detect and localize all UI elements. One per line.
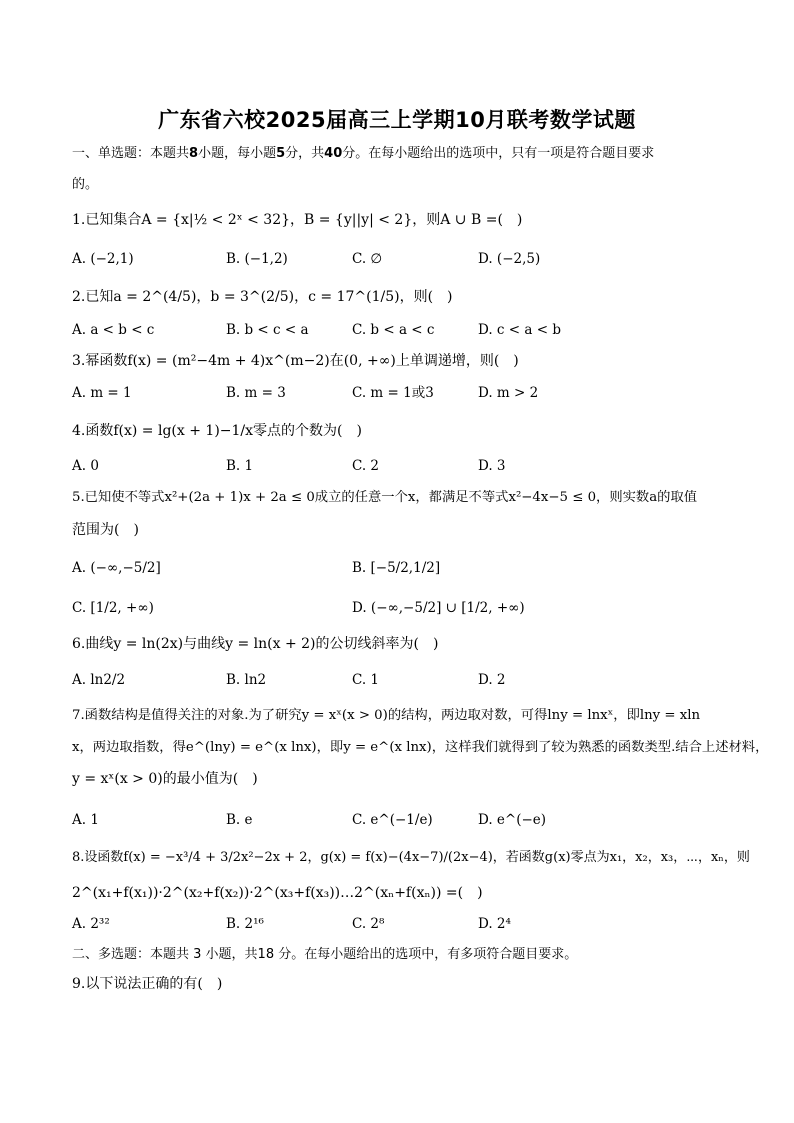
q4-option-c[interactable]: C. 2 <box>352 458 380 474</box>
section1-heading <box>72 145 654 163</box>
q2-option-d[interactable]: D. c < a < b <box>478 322 561 338</box>
q3-option-b[interactable]: B. m = 3 <box>226 385 286 401</box>
question-1-stem: 1.已知集合A = {x|½ < 2ˣ < 32}，B = {y||y| < 2}，则A ∪ B =( ) <box>72 212 523 228</box>
q5-option-b[interactable]: B. [−5/2,1/2] <box>352 560 441 576</box>
q5-option-d[interactable]: D. (−∞,−5/2] ∪ [1/2, +∞) <box>352 600 525 616</box>
section1-count: 8 <box>189 146 199 161</box>
q8-option-c[interactable]: C. 2⁸ <box>352 916 385 932</box>
section1-text: 本题共 <box>150 146 190 161</box>
q7-option-c[interactable]: C. e^(−1/e) <box>352 812 433 828</box>
q6-option-a[interactable]: A. ln2/2 <box>72 672 126 688</box>
q1-option-d[interactable]: D. (−2,5) <box>478 251 541 267</box>
q4-option-d[interactable]: D. 3 <box>478 458 506 474</box>
question-5-stem: 5.已知使不等式x²+(2a + 1)x + 2a ≤ 0成立的任意一个x，都满足不等式x²−4x−5 ≤ 0，则实数a的取值 <box>72 490 698 505</box>
q8-option-d[interactable]: D. 2⁴ <box>478 916 511 932</box>
question-3-stem: 3.幂函数f(x) = (m²−4m + 4)x^(m−2)在(0, +∞)上单调递增，则( ) <box>72 353 519 369</box>
section2-text: 本题共 3 小题，共18 分。在每小题给出的选项中，有多项符合题目要求。 <box>150 947 578 962</box>
q7-option-a[interactable]: A. 1 <box>72 812 99 828</box>
q3-option-c[interactable]: C. m = 1或3 <box>352 385 434 401</box>
section1-label: 一、单选题： <box>72 146 151 161</box>
section1-heading-cont: 的。 <box>72 177 99 192</box>
q5-option-a[interactable]: A. (−∞,−5/2] <box>72 560 161 576</box>
question-2-stem: 2.已知a = 2^(4/5)，b = 3^(2/5)，c = 17^(1/5)，则( ) <box>72 289 453 305</box>
section1-text: 小题，每小题 <box>198 146 277 161</box>
question-7-stem: 7.函数结构是值得关注的对象.为了研究y = xˣ(x > 0)的结构，两边取对数，可得lny = lnxˣ，即lny = xln <box>72 708 701 723</box>
q3-option-d[interactable]: D. m > 2 <box>478 385 539 401</box>
question-9-stem: 9.以下说法正确的有( ) <box>72 976 223 992</box>
q7-option-d[interactable]: D. e^(−e) <box>478 812 547 828</box>
question-5-stem-cont: 范围为( ) <box>72 522 139 538</box>
section2-label: 二、多选题： <box>72 947 151 962</box>
question-7-stem-cont2: y = xˣ(x > 0)的最小值为( ) <box>72 771 258 787</box>
q7-option-b[interactable]: B. e <box>226 812 253 828</box>
q3-option-a[interactable]: A. m = 1 <box>72 385 132 401</box>
section1-text: 分，共 <box>285 146 325 161</box>
q2-option-b[interactable]: B. b < c < a <box>226 322 309 338</box>
q6-option-c[interactable]: C. 1 <box>352 672 380 688</box>
q8-option-a[interactable]: A. 2³² <box>72 916 110 932</box>
q6-option-d[interactable]: D. 2 <box>478 672 506 688</box>
question-6-stem: 6.曲线y = ln(2x)与曲线y = ln(x + 2)的公切线斜率为( ) <box>72 636 439 652</box>
q4-option-a[interactable]: A. 0 <box>72 458 99 474</box>
question-7-stem-cont: x，两边取指数，得e^(lny) = e^(x lnx)，即y = e^(x lnx)，这样我们就得到了较为熟悉的函数类型.结合上述材料， <box>72 740 769 755</box>
q8-option-b[interactable]: B. 2¹⁶ <box>226 916 264 932</box>
section1-total: 40 <box>324 146 343 161</box>
question-4-stem: 4.函数f(x) = lg(x + 1)−1/x零点的个数为( ) <box>72 423 362 439</box>
q1-option-c[interactable]: C. ∅ <box>352 251 383 267</box>
page-title: 广东省六校2025届高三上学期10月联考数学试题 <box>158 108 636 132</box>
q2-option-c[interactable]: C. b < a < c <box>352 322 435 338</box>
q1-option-a[interactable]: A. (−2,1) <box>72 251 134 267</box>
section1-text: 分。在每小题给出的选项中，只有一项是符合题目要求 <box>342 146 655 161</box>
section1-score: 5 <box>276 146 286 161</box>
question-8-stem-cont: 2^(x₁+f(x₁))·2^(x₂+f(x₂))·2^(x₃+f(x₃))…2^(xₙ+f(xₙ)) =( ) <box>72 885 483 901</box>
question-8-stem: 8.设函数f(x) = −x³/4 + 3/2x²−2x + 2，g(x) = f(x)−(4x−7)/(2x−4)，若函数g(x)零点为x₁，x₂，x₃，⋯，xₙ，则 <box>72 850 750 865</box>
section2-heading <box>72 946 577 964</box>
q2-option-a[interactable]: A. a < b < c <box>72 322 155 338</box>
q6-option-b[interactable]: B. ln2 <box>226 672 267 688</box>
q1-option-b[interactable]: B. (−1,2) <box>226 251 288 267</box>
q4-option-b[interactable]: B. 1 <box>226 458 254 474</box>
q5-option-c[interactable]: C. [1/2, +∞) <box>72 600 154 616</box>
